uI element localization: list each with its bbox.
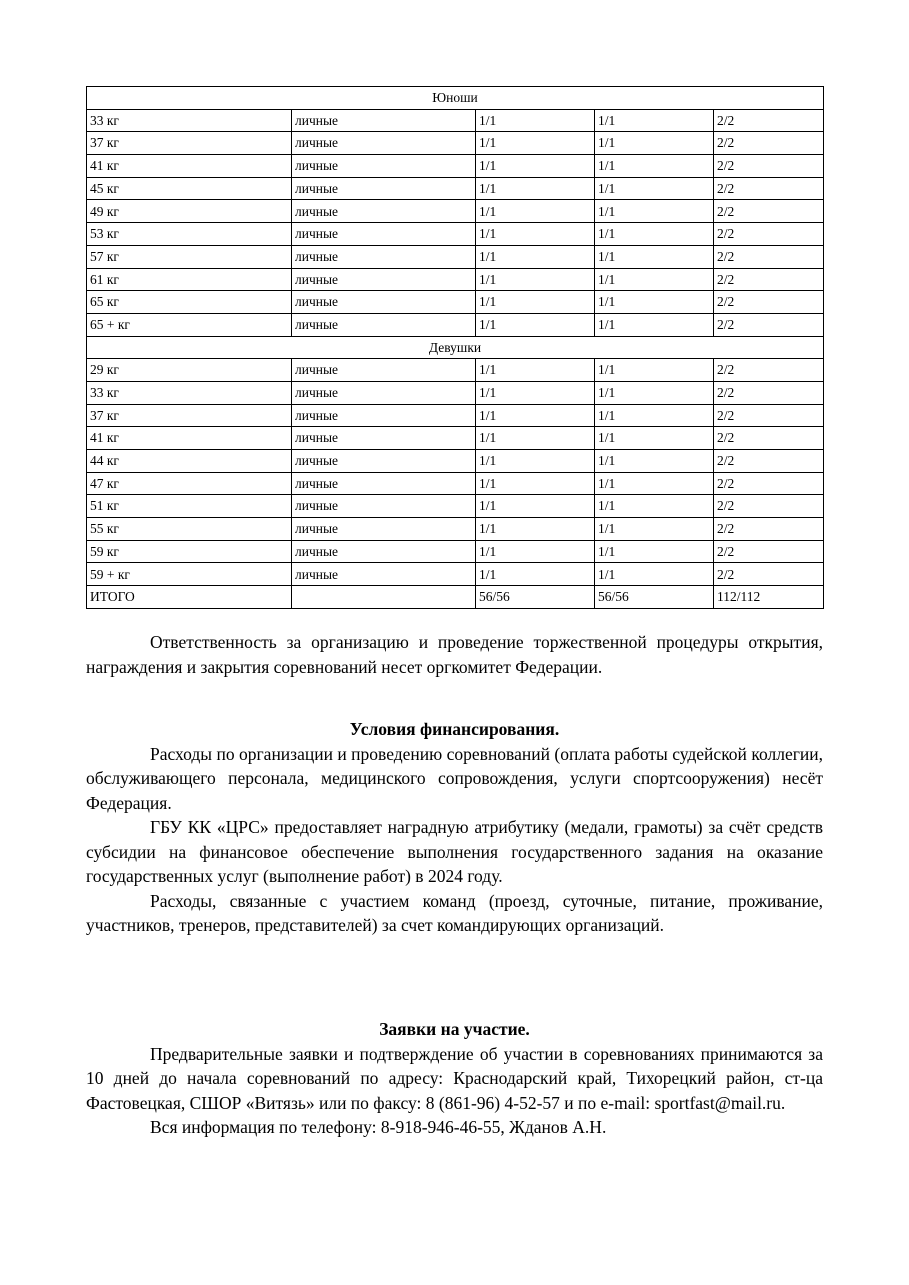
financing-paragraph-1: Расходы по организации и проведению соревнований (оплата работы судейской коллегии, обслуживающего персонала, медицинского сопровождения, услуги спортсооружения) несёт Федерация. — [86, 743, 823, 813]
table-cell: личные — [292, 381, 476, 404]
table-row — [87, 109, 824, 132]
table-cell: личные — [292, 495, 476, 518]
table-cell: личные — [292, 313, 476, 336]
table-cell: личные — [292, 450, 476, 473]
table-cell: 41 кг — [87, 155, 292, 178]
applications-paragraph-1: Предварительные заявки и подтверждение об участии в соревнованиях принимаются за 10 дней до начала соревнований по адресу: Краснодарский край, Тихорецкий район, ст-ца Фастовецкая, СШОР «Витязь» или по факсу: 8 (861-96) 4-52-57 и по e-mail: sportfast@mail.ru. — [86, 1043, 823, 1113]
table-row — [87, 472, 824, 495]
table-cell: 1/1 — [476, 381, 595, 404]
table-cell: 1/1 — [476, 404, 595, 427]
table-cell: 1/1 — [476, 472, 595, 495]
table-cell: 1/1 — [476, 540, 595, 563]
table-cell: личные — [292, 132, 476, 155]
table-row — [87, 495, 824, 518]
table-cell: 1/1 — [476, 155, 595, 178]
table-cell: 1/1 — [595, 177, 714, 200]
section-title: Девушки — [87, 336, 824, 359]
table-cell: 2/2 — [714, 177, 824, 200]
total-cell: 56/56 — [595, 586, 714, 609]
table-cell: 2/2 — [714, 132, 824, 155]
table-row — [87, 132, 824, 155]
table-cell: 1/1 — [595, 472, 714, 495]
table-row — [87, 155, 824, 178]
table-cell: 1/1 — [476, 359, 595, 382]
table-cell: 2/2 — [714, 472, 824, 495]
table-cell: личные — [292, 540, 476, 563]
table-cell: 2/2 — [714, 291, 824, 314]
total-cell: 112/112 — [714, 586, 824, 609]
applications-section — [86, 1017, 823, 1140]
table-cell: 33 кг — [87, 109, 292, 132]
financing-paragraph-2: ГБУ КК «ЦРС» предоставляет наградную атрибутику (медали, грамоты) за счёт средств субсидии на финансовое обеспечение выполнения государственного задания на оказание государственных услуг (выполнение работ) в 2024 году. — [86, 817, 823, 886]
table-cell: личные — [292, 427, 476, 450]
section-header-row — [87, 87, 824, 110]
table-cell: 2/2 — [714, 495, 824, 518]
table-cell: 1/1 — [595, 427, 714, 450]
table-cell: 29 кг — [87, 359, 292, 382]
table-cell: 41 кг — [87, 427, 292, 450]
table-cell: 55 кг — [87, 518, 292, 541]
table-cell: 1/1 — [476, 291, 595, 314]
table-cell: 2/2 — [714, 518, 824, 541]
table-cell: 1/1 — [595, 155, 714, 178]
table-cell: 65 кг — [87, 291, 292, 314]
table-row — [87, 291, 824, 314]
financing-section — [86, 717, 823, 938]
table-cell: 1/1 — [595, 109, 714, 132]
table-cell: 1/1 — [595, 313, 714, 336]
table-row — [87, 268, 824, 291]
table-cell: 2/2 — [714, 268, 824, 291]
table-cell: 44 кг — [87, 450, 292, 473]
table-cell: 2/2 — [714, 313, 824, 336]
table-cell: 1/1 — [595, 245, 714, 268]
table-cell: 2/2 — [714, 155, 824, 178]
total-cell: 56/56 — [476, 586, 595, 609]
table-cell: 1/1 — [476, 177, 595, 200]
table-cell: 1/1 — [595, 450, 714, 473]
table-cell: 1/1 — [476, 313, 595, 336]
table-cell: 59 + кг — [87, 563, 292, 586]
table-cell: личные — [292, 200, 476, 223]
table-cell: 53 кг — [87, 223, 292, 246]
table-cell: 1/1 — [476, 132, 595, 155]
table-cell: 51 кг — [87, 495, 292, 518]
table-cell: 1/1 — [476, 109, 595, 132]
table-cell: 1/1 — [476, 495, 595, 518]
table-cell: личные — [292, 563, 476, 586]
table-cell: 2/2 — [714, 381, 824, 404]
table-cell: личные — [292, 291, 476, 314]
table-cell: 2/2 — [714, 404, 824, 427]
applications-heading: Заявки на участие. — [379, 1019, 530, 1039]
applications-paragraph-2: Вся информация по телефону: 8-918-946-46-55, Жданов А.Н. — [150, 1117, 607, 1137]
table-cell: 1/1 — [476, 450, 595, 473]
table-row — [87, 313, 824, 336]
table-cell: 61 кг — [87, 268, 292, 291]
table-row — [87, 359, 824, 382]
table-cell: личные — [292, 223, 476, 246]
table-cell: 45 кг — [87, 177, 292, 200]
table-cell: 1/1 — [595, 518, 714, 541]
table-body — [87, 87, 824, 609]
results-table — [86, 86, 824, 609]
total-cell: ИТОГО — [87, 586, 292, 609]
table-cell: личные — [292, 109, 476, 132]
table-cell: 1/1 — [476, 563, 595, 586]
table-row — [87, 177, 824, 200]
table-cell: 1/1 — [595, 540, 714, 563]
table-cell: 57 кг — [87, 245, 292, 268]
table-cell: личные — [292, 518, 476, 541]
table-cell: 2/2 — [714, 109, 824, 132]
table-cell: 33 кг — [87, 381, 292, 404]
table-cell: 1/1 — [595, 495, 714, 518]
table-cell: личные — [292, 404, 476, 427]
table-cell: 2/2 — [714, 245, 824, 268]
table-cell: 65 + кг — [87, 313, 292, 336]
table-row — [87, 563, 824, 586]
table-row — [87, 540, 824, 563]
table-cell: личные — [292, 359, 476, 382]
total-row — [87, 586, 824, 609]
table-cell: 1/1 — [595, 359, 714, 382]
table-cell: 1/1 — [476, 245, 595, 268]
table-cell: личные — [292, 268, 476, 291]
table-cell: 1/1 — [595, 291, 714, 314]
table-cell: 1/1 — [595, 563, 714, 586]
table-cell: 1/1 — [595, 200, 714, 223]
responsibility-paragraph: Ответственность за организацию и проведение торжественной процедуры открытия, награждения и закрытия соревнований несет оргкомитет Федерации. — [86, 632, 823, 677]
table-cell: 1/1 — [476, 268, 595, 291]
table-cell: 1/1 — [595, 404, 714, 427]
table-cell: личные — [292, 155, 476, 178]
table-cell: 2/2 — [714, 450, 824, 473]
table-cell: 1/1 — [476, 200, 595, 223]
section-header-row — [87, 336, 824, 359]
responsibility-block — [86, 630, 823, 679]
table-cell: личные — [292, 177, 476, 200]
table-cell: 2/2 — [714, 200, 824, 223]
table-row — [87, 450, 824, 473]
table-cell: 2/2 — [714, 563, 824, 586]
table-cell: 49 кг — [87, 200, 292, 223]
table-cell: 1/1 — [595, 381, 714, 404]
table-cell: 2/2 — [714, 223, 824, 246]
financing-paragraph-3: Расходы, связанные с участием команд (проезд, суточные, питание, проживание, участников, тренеров, представителей) за счет командирующих организаций. — [86, 890, 823, 935]
table-cell: 37 кг — [87, 132, 292, 155]
total-cell — [292, 586, 476, 609]
section-title: Юноши — [87, 87, 824, 110]
table-cell: 2/2 — [714, 359, 824, 382]
table-row — [87, 223, 824, 246]
table-row — [87, 404, 824, 427]
table-row — [87, 518, 824, 541]
table-cell: 37 кг — [87, 404, 292, 427]
table-cell: 2/2 — [714, 540, 824, 563]
table-cell: 2/2 — [714, 427, 824, 450]
table-cell: 1/1 — [595, 132, 714, 155]
table-cell: 1/1 — [476, 427, 595, 450]
table-cell: 1/1 — [476, 518, 595, 541]
table-cell: личные — [292, 245, 476, 268]
table-row — [87, 381, 824, 404]
financing-heading: Условия финансирования. — [349, 719, 560, 739]
table-row — [87, 427, 824, 450]
table-row — [87, 200, 824, 223]
table-row — [87, 245, 824, 268]
table-cell: 1/1 — [595, 268, 714, 291]
table-cell: 47 кг — [87, 472, 292, 495]
table-cell: 59 кг — [87, 540, 292, 563]
table-cell: 1/1 — [595, 223, 714, 246]
table-cell: 1/1 — [476, 223, 595, 246]
table-cell: личные — [292, 472, 476, 495]
